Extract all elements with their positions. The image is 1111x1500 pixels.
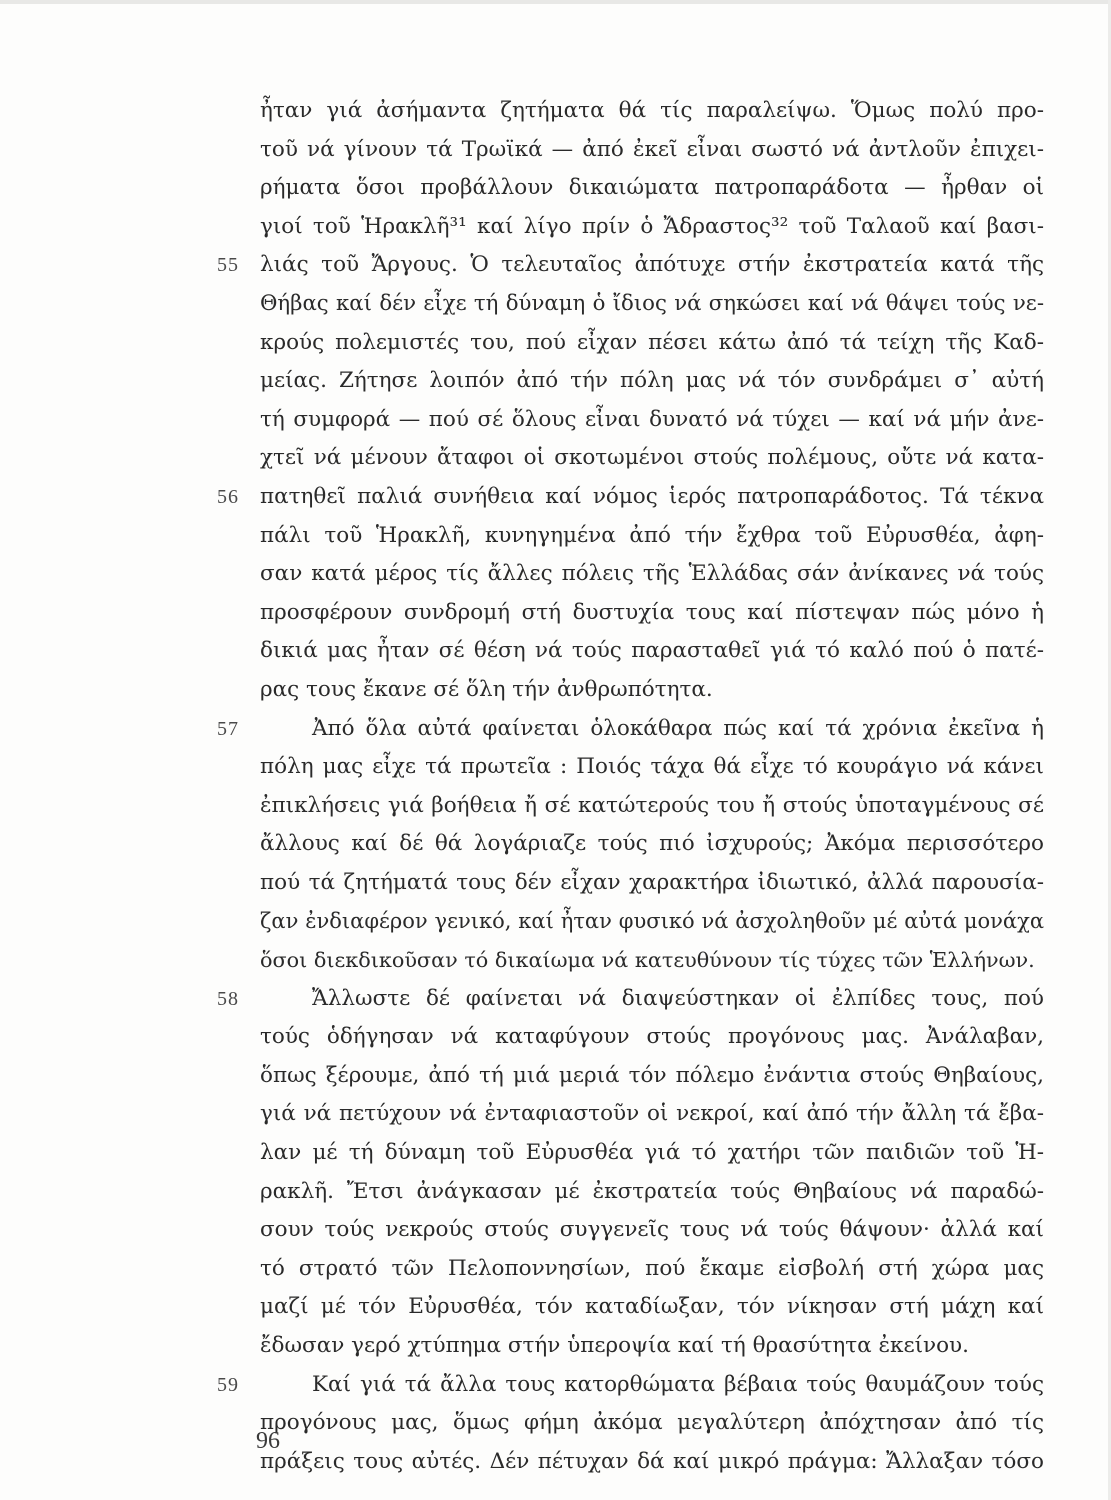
line-text: Θήβας καί δέν εἶχε τή δύναμη ὁ ἴδιος νά σηκώσει καί νά θάψει τούς νε-	[260, 290, 1044, 316]
line-text: λιάς τοῦ Ἄργους. Ὁ τελευταῖος ἀπότυχε στήν ἐκστρατεία κατά τῆς	[260, 252, 1044, 278]
text-line	[260, 324, 1044, 363]
text-line	[260, 1095, 1044, 1134]
line-text: τούς ὁδήγησαν νά καταφύγουν στούς προγόνους μας. Ἀνάλαβαν,	[260, 1024, 1044, 1050]
text-line	[260, 941, 1044, 980]
text-line	[260, 1250, 1044, 1289]
text-line	[260, 362, 1044, 401]
text-line	[260, 439, 1044, 478]
section-number: 55	[217, 254, 239, 277]
section-number: 57	[217, 717, 239, 740]
text-line	[260, 208, 1044, 247]
line-text: πόλη μας εἶχε τά πρωτεῖα : Ποιός τάχα θά εἶχε τό κουράγιο νά κάνει	[260, 754, 1044, 780]
text-line	[217, 710, 1044, 749]
line-text: ζαν ἐνδιαφέρον γενικό, καί ἦταν φυσικό νά ἀσχοληθοῦν μέ αὐτά μονάχα	[260, 909, 1044, 934]
line-text: ἦταν γιά ἀσήμαντα ζητήματα θά τίς παραλείψω. Ὅμως πολύ προ-	[260, 98, 1044, 123]
line-text: σαν κατά μέρος τίς ἄλλες πόλεις τῆς Ἑλλάδας σάν ἀνίκανες νά τούς	[260, 561, 1044, 587]
text-line	[260, 594, 1044, 633]
line-text: τή συμφορά — πού σέ ὅλους εἶναι δυνατό νά τύχει — καί νά μήν ἀνε-	[260, 406, 1044, 432]
line-text: σουν τούς νεκρούς στούς συγγενεῖς τους νά τούς θάψουν· ἀλλά καί	[260, 1217, 1044, 1243]
section-number: 56	[217, 485, 239, 508]
line-text: γιοί τοῦ Ἡρακλῆ³¹ καί λίγο πρίν ὁ Ἄδραστος³² τοῦ Ταλαοῦ καί βασι-	[260, 213, 1044, 239]
line-text: πάλι τοῦ Ἡρακλῆ, κυνηγημένα ἀπό τήν ἔχθρα τοῦ Εὐρυσθέα, ἀφη-	[260, 522, 1044, 548]
text-line	[260, 285, 1044, 324]
line-text: λαν μέ τή δύναμη τοῦ Εὐρυσθέα γιά τό χατήρι τῶν παιδιῶν τοῦ Ἡ-	[260, 1140, 1044, 1166]
text-line	[260, 1134, 1044, 1173]
text-line	[217, 980, 1044, 1019]
line-text: χτεῖ νά μένουν ἄταφοι οἱ σκοτωμένοι στούς πολέμους, οὔτε νά κατα-	[260, 445, 1044, 471]
line-text: ρας τους ἔκανε σέ ὅλη τήν ἀνθρωπότητα.	[260, 676, 713, 702]
line-text: γιά νά πετύχουν νά ἐνταφιαστοῦν οἱ νεκροί, καί ἀπό τήν ἄλλη τά ἔβα-	[260, 1101, 1044, 1127]
text-line	[260, 1404, 1044, 1443]
text-line	[260, 131, 1044, 170]
text-line	[260, 787, 1044, 826]
text-line	[260, 555, 1044, 594]
section-number: 59	[217, 1373, 239, 1396]
line-text: δικιά μας ἦταν σέ θέση νά τούς παρασταθεῖ γιά τό καλό πού ὁ πατέ-	[260, 638, 1044, 664]
line-text: ἄλλους καί δέ θά λογάριαζε τούς πιό ἰσχυρούς; Ἀκόμα περισσότερο	[260, 831, 1044, 857]
text-line	[260, 169, 1044, 208]
text-line	[260, 748, 1044, 787]
line-text: ρήματα ὅσοι προβάλλουν δικαιώματα πατροπαράδοτα — ἦρθαν οἱ	[260, 175, 1044, 201]
text-line	[260, 92, 1044, 131]
line-text: Ἄλλωστε δέ φαίνεται νά διαψεύστηκαν οἱ ἐλπίδες τους, πού	[312, 985, 1044, 1011]
text-line	[217, 246, 1044, 285]
line-text: Καί γιά τά ἄλλα τους κατορθώματα βέβαια τούς θαυμάζουν τούς	[312, 1371, 1044, 1397]
line-text: τό στρατό τῶν Πελοποννησίων, πού ἔκαμε εἰσβολή στή χώρα μας	[260, 1255, 1044, 1281]
text-line	[260, 517, 1044, 556]
text-line	[260, 401, 1044, 440]
text-line	[260, 1443, 1044, 1482]
line-text: κρούς πολεμιστές του, πού εἶχαν πέσει κάτω ἀπό τά τείχη τῆς Καδ-	[260, 329, 1044, 355]
line-text: ἔδωσαν γερό χτύπημα στήν ὑπεροψία καί τή θρασύτητα ἐκείνου.	[260, 1333, 969, 1358]
text-line	[260, 1173, 1044, 1212]
line-text: πατηθεῖ παλιά συνήθεια καί νόμος ἱερός πατροπαράδοτος. Τά τέκνα	[260, 483, 1044, 509]
line-text: ὅσοι διεκδικοῦσαν τό δικαίωμα νά κατευθύνουν τίς τύχες τῶν Ἑλλήνων.	[260, 948, 1035, 973]
text-line	[260, 632, 1044, 671]
line-text: προγόνους μας, ὅμως φήμη ἀκόμα μεγαλύτερη ἀπόχτησαν ἀπό τίς	[260, 1410, 1044, 1436]
text-line	[260, 1018, 1044, 1057]
page-number: 96	[256, 1428, 280, 1454]
line-text: ἐπικλήσεις γιά βοήθεια ἤ σέ κατώτερούς του ἤ στούς ὑποταγμένους σέ	[260, 792, 1044, 818]
line-text: τοῦ νά γίνουν τά Τρωϊκά — ἀπό ἐκεῖ εἶναι σωστό νά ἀντλοῦν ἐπιχει-	[260, 136, 1044, 162]
line-text: προσφέρουν συνδρομή στή δυστυχία τους καί πίστεψαν πώς μόνο ἡ	[260, 599, 1044, 625]
text-line	[260, 1288, 1044, 1327]
line-text: Ἀπό ὅλα αὐτά φαίνεται ὁλοκάθαρα πώς καί τά χρόνια ἐκεῖνα ἡ	[312, 715, 1044, 741]
text-line	[260, 1327, 1044, 1366]
line-text: ὅπως ξέρουμε, ἀπό τή μιά μεριά τόν πόλεμο ἐνάντια στούς Θηβαίους,	[260, 1062, 1044, 1088]
line-text: πράξεις τους αὐτές. Δέν πέτυχαν δά καί μικρό πράγμα: Ἄλλαξαν τόσο	[260, 1448, 1044, 1474]
line-text: ρακλῆ. Ἔτσι ἀνάγκασαν μέ ἐκστρατεία τούς Θηβαίους νά παραδώ-	[260, 1178, 1044, 1204]
text-line	[260, 1057, 1044, 1096]
text-line	[260, 1211, 1044, 1250]
text-line	[260, 864, 1044, 903]
body-text	[217, 92, 1044, 1481]
text-line	[260, 671, 1044, 710]
scan-top-edge	[0, 0, 1111, 4]
text-line	[260, 825, 1044, 864]
text-line	[217, 478, 1044, 517]
line-text: μαζί μέ τόν Εὐρυσθέα, τόν καταδίωξαν, τόν νίκησαν στή μάχη καί	[260, 1294, 1044, 1320]
text-line	[260, 902, 1044, 941]
line-text: μείας. Ζήτησε λοιπόν ἀπό τήν πόλη μας νά τόν συνδράμει σ᾽ αὐτή	[260, 368, 1044, 394]
line-text: πού τά ζητήματά τους δέν εἶχαν χαρακτήρα ἰδιωτικό, ἀλλά παρουσία-	[260, 869, 1044, 895]
section-number: 58	[217, 987, 239, 1010]
text-line	[217, 1366, 1044, 1405]
